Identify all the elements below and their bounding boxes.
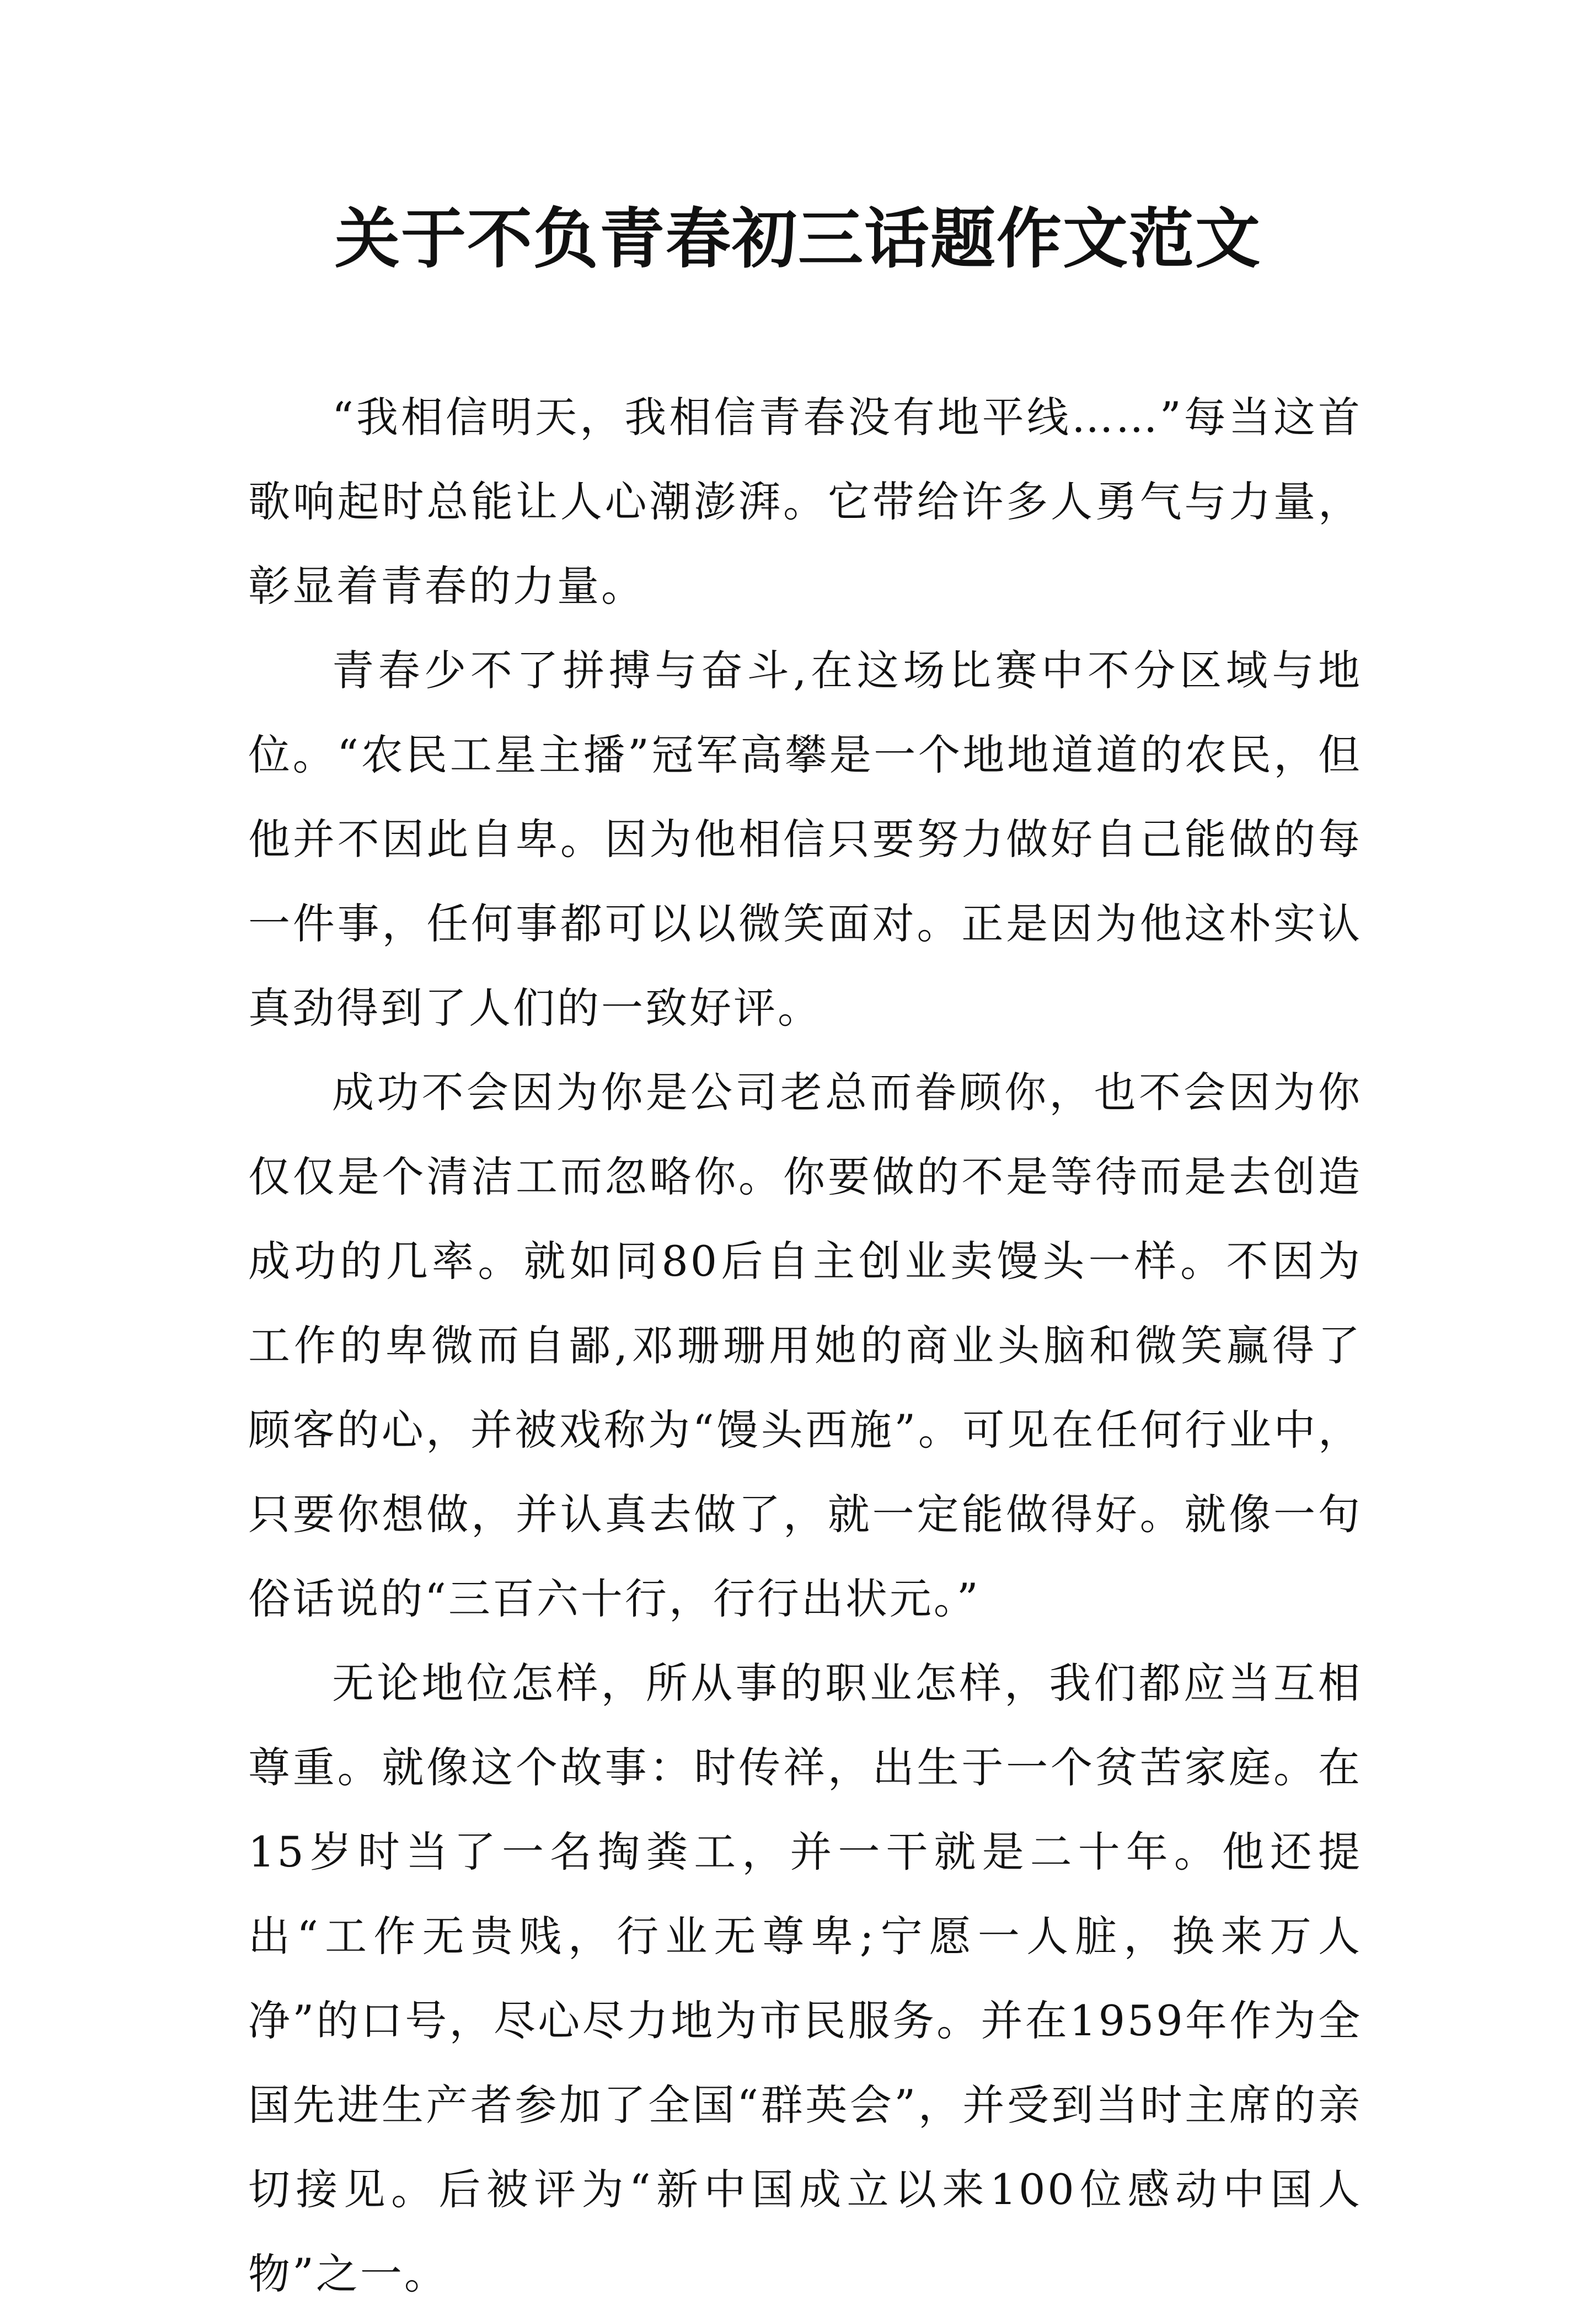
document-body — [248, 375, 1362, 2316]
paragraph-1: “我相信明天，我相信青春没有地平线……”每当这首歌响起时总能让人心潮澎湃。它带给许多人勇气与力量，彰显着青春的力量。 — [248, 393, 1362, 611]
paragraph-2: 青春少不了拼搏与奋斗,在这场比赛中不分区域与地位。“农民工星主播”冠军高攀是一个地地道道的农民，但他并不因此自卑。因为他相信只要努力做好自己能做的每一件事，任何事都可以以微笑面对。正是因为他这朴实认真劲得到了人们的一致好评。 — [248, 646, 1362, 1033]
document-title: 关于不负青春初三话题作文范文 — [334, 200, 1261, 277]
paragraph-4: 无论地位怎样，所从事的职业怎样，我们都应当互相尊重。就像这个故事：时传祥，出生于一个贫苦家庭。在15岁时当了一名掏粪工，并一干就是二十年。他还提出“工作无贵贱，行业无尊卑;宁愿一人脏，换来万人净”的口号，尽心尽力地为市民服务。并在1959年作为全国先进生产者参加了全国“群英会”，并受到当时主席的亲切接见。后被评为“新中国成立以来100位感动中国人物”之一。 — [248, 1659, 1362, 2298]
paragraph-3: 成功不会因为你是公司老总而眷顾你，也不会因为你仅仅是个清洁工而忽略你。你要做的不是等待而是去创造成功的几率。就如同80后自主创业卖馒头一样。不因为工作的卑微而自鄙,邓珊珊用她的商业头脑和微笑赢得了顾客的心，并被戏称为“馒头西施”。可见在任何行业中，只要你想做，并认真去做了，就一定能做得好。就像一句俗话说的“三百六十行，行行出状元。” — [248, 1068, 1362, 1623]
